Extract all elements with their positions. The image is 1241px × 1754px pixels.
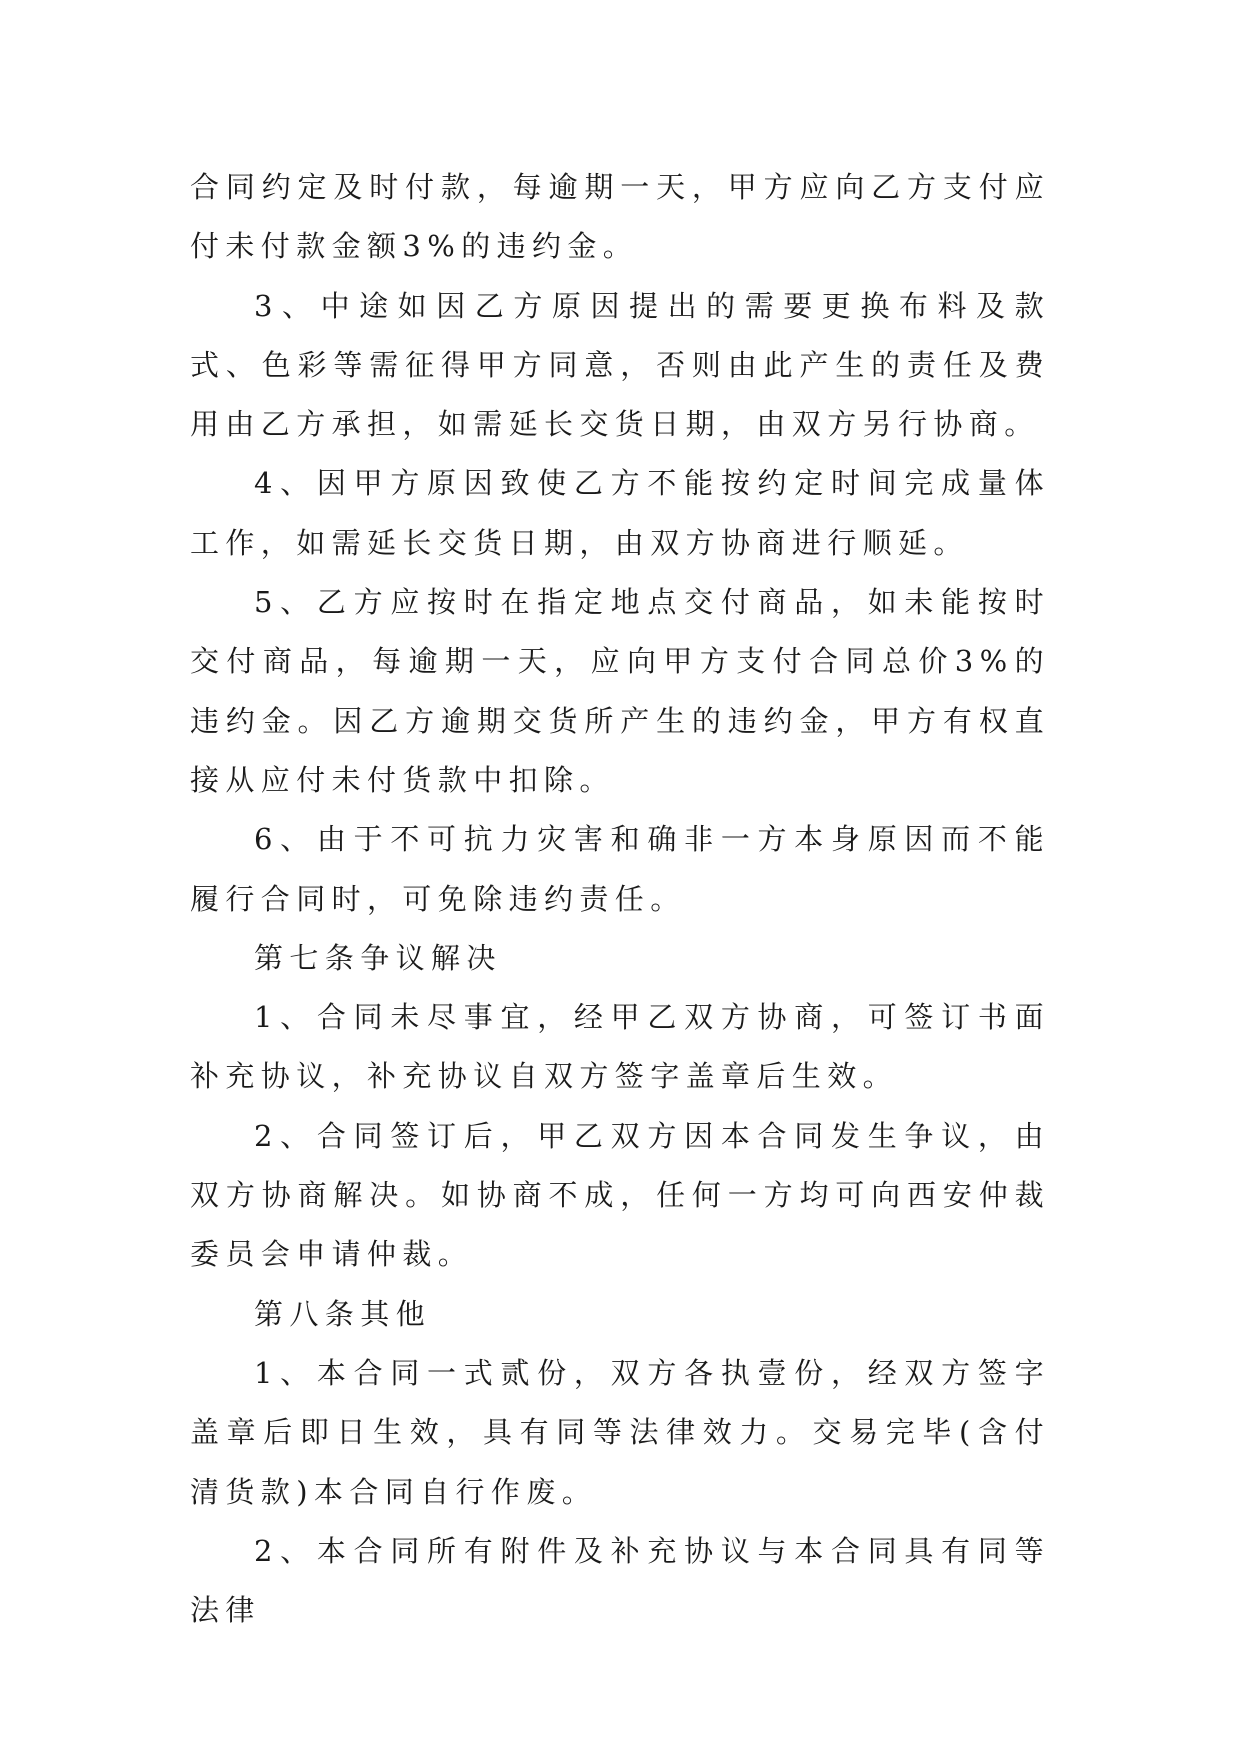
paragraph-article-8-clause-2: 2、本合同所有附件及补充协议与本合同具有同等法律 <box>190 1533 1050 1628</box>
section-heading-article-7: 第七条争议解决 <box>254 940 502 975</box>
paragraph-article-8-clause-1: 1、本合同一式贰份，双方各执壹份，经双方签字盖章后即日生效，具有同等法律效力。交易完毕(含付清货款)本合同自行作废。 <box>190 1355 1050 1509</box>
paragraph-continuation: 合同约定及时付款，每逾期一天，甲方应向乙方支付应付未付款金额3%的违约金。 <box>190 170 1050 264</box>
document-body <box>190 158 1050 1640</box>
paragraph-clause-6: 6、由于不可抗力灾害和确非一方本身原因而不能履行合同时，可免除违约责任。 <box>190 822 1050 916</box>
section-heading-article-8: 第八条其他 <box>254 1296 432 1331</box>
paragraph-clause-5: 5、乙方应按时在指定地点交付商品，如未能按时交付商品，每逾期一天，应向甲方支付合同总价3%的违约金。因乙方逾期交货所产生的违约金，甲方有权直接从应付未付货款中扣除。 <box>190 585 1050 797</box>
paragraph-article-7-clause-1: 1、合同未尽事宜，经甲乙双方协商，可签订书面补充协议，补充协议自双方签字盖章后生效。 <box>190 1000 1050 1094</box>
paragraph-clause-3: 3、中途如因乙方原因提出的需要更换布料及款式、色彩等需征得甲方同意，否则由此产生的责任及费用由乙方承担，如需延长交货日期，由双方另行协商。 <box>190 288 1050 442</box>
paragraph-clause-4: 4、因甲方原因致使乙方不能按约定时间完成量体工作，如需延长交货日期，由双方协商进行顺延。 <box>190 466 1050 560</box>
paragraph-article-7-clause-2: 2、合同签订后，甲乙双方因本合同发生争议，由双方协商解决。如协商不成，任何一方均可向西安仲裁委员会申请仲裁。 <box>190 1118 1050 1272</box>
